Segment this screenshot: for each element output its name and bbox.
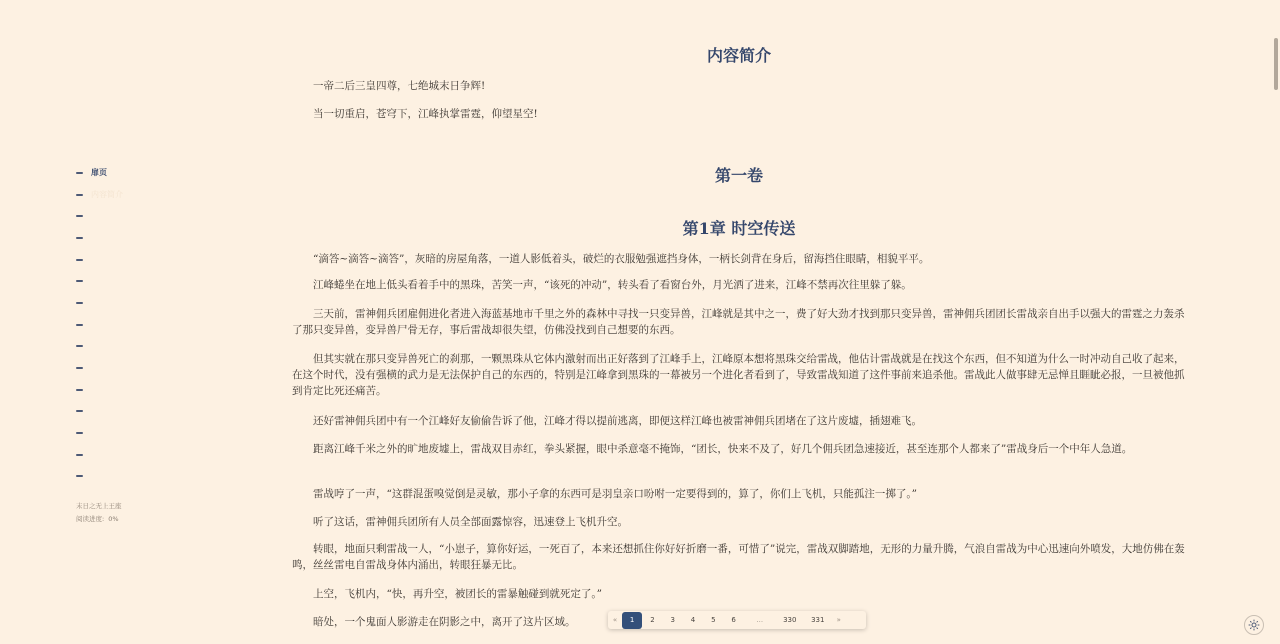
toc-marker [76,454,83,456]
toc-item[interactable] [76,205,166,227]
paragraph: 三天前，雷神佣兵团雇佣进化者进入海蓝基地市千里之外的森林中寻找一只变异兽，江峰就是其中之一，费了好大劲才找到那只变异兽，雷神佣兵团团长雷战亲自出手以强大的雷霆之力轰杀了那只变异兽，变异兽尸骨无存，事后雷战却很失望，仿佛没找到自己想要的东西。 [292,308,1185,336]
toc-item[interactable] [76,336,166,358]
pagination [608,611,866,629]
toc-marker [76,367,83,369]
paragraph: “滴答~滴答~滴答”，灰暗的房屋角落，一道人影低着头，破烂的衣服勉强遮挡身体，一柄长剑背在身后，留海挡住眼睛，相貌平平。 [313,253,930,265]
page-button[interactable]: 5 [711,616,716,624]
toc-item-label: 内容简介 [91,190,123,200]
scrollbar-thumb[interactable] [1274,38,1278,90]
intro-heading: 内容简介 [706,46,771,66]
toc-item[interactable] [76,270,166,292]
progress-value: 0% [108,515,119,523]
toc-marker [76,345,83,347]
toc-item[interactable] [76,314,166,336]
chapter-heading: 第1章 时空传送 [682,219,796,239]
toc-item[interactable] [76,227,166,249]
toc-marker [76,475,83,477]
paragraph: 距离江峰千米之外的旷地废墟上，雷战双目赤红，拳头紧握，眼中杀意毫不掩饰，“团长，快来不及了，好几个佣兵团急速接近，甚至连那个人都来了”雷战身后一个中年人急道。 [313,443,1133,455]
toc-item[interactable] [76,422,166,444]
toc-item[interactable] [76,249,166,271]
paragraph: 上空，飞机内，“快，再升空，被团长的雷暴触碰到就死定了。” [313,588,602,600]
toc-marker [76,215,83,217]
page-button[interactable]: 2 [650,616,655,624]
toc-marker [76,389,83,391]
toc-marker [76,259,83,261]
toc-marker [76,432,83,434]
paragraph: 暗处，一个鬼面人影游走在阴影之中，离开了这片区域。 [313,616,576,628]
reading-progress [76,513,123,526]
progress-label: 阅读进度: [76,515,105,523]
page-button[interactable]: 331 [811,616,825,624]
intro-line: 一帝二后三皇四尊，七绝城末日争辉! [313,80,486,92]
paragraph: 听了这话，雷神佣兵团所有人员全部面露惊容，迅速登上飞机升空。 [313,516,628,528]
paragraph: 还好雷神佣兵团中有一个江峰好友偷偷告诉了他，江峰才得以提前逃离，即便这样江峰也被雷神佣兵团堵在了这片废墟，插翅难飞。 [313,415,922,427]
book-title: 末日之无上王座 [76,502,122,510]
sun-icon [1248,619,1260,631]
prev-page-button[interactable]: « [612,616,618,624]
toc-marker [76,194,83,196]
chapter-nav [76,162,166,487]
page-button[interactable]: 3 [670,616,675,624]
toc-marker [76,172,83,174]
page-button[interactable]: 330 [783,616,797,624]
paragraph: 雷战哼了一声，“这群混蛋嗅觉倒是灵敏，那小子拿的东西可是羽皇亲口吩咐一定要得到的，算了，你们上飞机，只能孤注一掷了。” [313,488,917,500]
page-button[interactable]: 4 [690,616,696,624]
page-button-current[interactable]: 1 [622,612,642,629]
toc-marker [76,280,83,282]
toc-item[interactable] [76,444,166,466]
volume-heading: 第一卷 [714,166,763,186]
toc-marker [76,237,83,239]
paragraph: 但其实就在那只变异兽死亡的刹那，一颗黑珠从它体内激射而出正好落到了江峰手上，江峰原本想将黑珠交给雷战，他估计雷战就是在找这个东西，但不知道为什么一时冲动自己收了起来，在这个时代，没有强横的武力是无法保护自己的东西的，特别是江峰拿到黑珠的一幕被另一个进化者看到了，导致雷战知道了这件事前来追杀他。雷战此人做事肆无忌惮且睚眦必报，一旦被他抓到肯定比死还痛苦。 [292,353,1185,397]
toc-item[interactable] [76,292,166,314]
intro-line: 当一切重启，苍穹下，江峰执掌雷霆，仰望星空! [313,108,538,120]
paragraph: 转眼，地面只剩雷战一人，“小崽子，算你好运，一死百了，本来还想抓住你好好折磨一番，可惜了”说完，雷战双脚踏地，无形的力量升腾，气浪自雷战为中心迅速向外喷发，大地仿佛在轰鸣，丝丝雷电自雷战身体内涌出，转眼狂暴无比。 [292,543,1185,571]
toc-marker [76,302,83,304]
reading-content [292,0,1186,644]
toc-item[interactable] [76,357,166,379]
toc-item[interactable] [76,162,166,184]
toc-item[interactable] [76,379,166,401]
toc-item-label: 扉页 [91,167,107,178]
next-page-button[interactable]: » [836,616,841,624]
toc-marker [76,324,83,326]
toc-marker [76,410,83,412]
toc-item[interactable] [76,401,166,423]
toc-item[interactable] [76,184,166,206]
page-ellipsis: ... [756,616,764,624]
theme-toggle-button[interactable] [1244,615,1264,635]
reading-meta [76,500,123,526]
page-button[interactable]: 6 [731,616,736,624]
paragraph: 江峰蜷坐在地上低头看着手中的黑珠，苦笑一声，“该死的冲动”，转头看了看窗台外，月光洒了进来，江峰不禁再次往里躲了躲。 [313,279,912,291]
toc-item[interactable] [76,466,166,488]
